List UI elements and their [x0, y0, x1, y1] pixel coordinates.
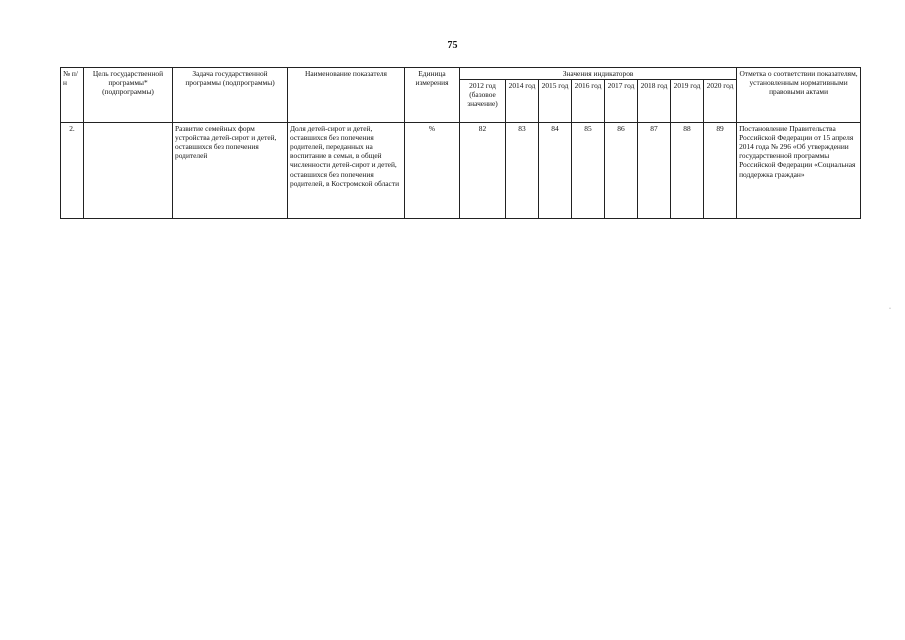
table-row: [61, 123, 861, 219]
header-unit: Единица измерения: [405, 68, 460, 123]
header-num: № п/н: [61, 68, 84, 123]
header-goal: Цель государственной программы* (подпрограммы): [84, 68, 173, 123]
header-year: 2016 год: [572, 80, 605, 123]
cell-value: 84: [539, 123, 572, 219]
header-year: 2017 год: [605, 80, 638, 123]
cell-value: 88: [671, 123, 704, 219]
cell-value: 83: [506, 123, 539, 219]
header-year: 2019 год: [671, 80, 704, 123]
cell-task: Развитие семейных форм устройства детей-сирот и детей, оставшихся без попечения родителей: [173, 123, 288, 219]
page-number: 75: [447, 40, 458, 51]
cell-indicator: Доля детей-сирот и детей, оставшихся без попечения родителей, переданных на воспитание в семьи, в общей численности детей-сирот и детей, оставшихся без попечения родителей, в Костромской области: [288, 123, 405, 219]
indicators-table: [60, 67, 861, 219]
header-indicator: Наименование показателя: [288, 68, 405, 123]
cell-value: 87: [638, 123, 671, 219]
cell-goal: [84, 123, 173, 219]
header-values-group: Значения индикаторов: [460, 68, 737, 80]
header-year: 2014 год: [506, 80, 539, 123]
header-year: 2012 год (базовое значение): [460, 80, 506, 123]
cell-unit: %: [405, 123, 460, 219]
cell-value: 89: [704, 123, 737, 219]
cell-value: 82: [460, 123, 506, 219]
cell-value: 86: [605, 123, 638, 219]
header-year: 2020 год: [704, 80, 737, 123]
header-task: Задача государственной программы (подпрограммы): [173, 68, 288, 123]
header-year: 2018 год: [638, 80, 671, 123]
cell-value: 85: [572, 123, 605, 219]
cell-num: 2.: [61, 123, 84, 219]
cell-compliance: Постановление Правительства Российской Федерации от 15 апреля 2014 года № 296 «Об утверждении государственной программы Российской Федерации «Социальная поддержка граждан»: [737, 123, 861, 219]
header-compliance: Отметка о соответствии показателям, установленным нормативными правовыми актами: [737, 68, 861, 123]
scan-speck: ·: [889, 306, 891, 312]
header-year: 2015 год: [539, 80, 572, 123]
